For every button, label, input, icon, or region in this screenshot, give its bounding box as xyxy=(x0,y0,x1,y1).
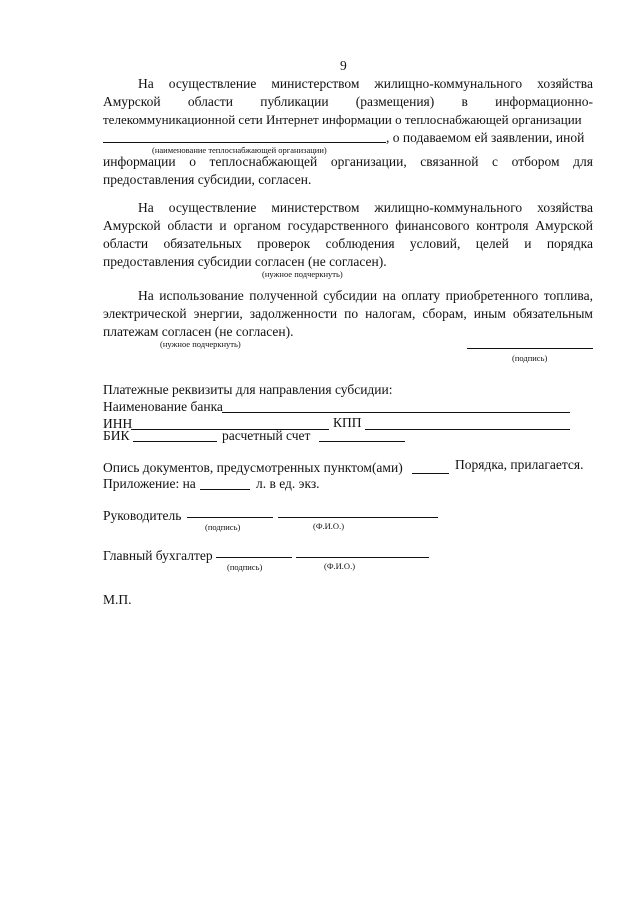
word: приобретенного xyxy=(445,288,539,303)
word: налогам, xyxy=(365,306,416,321)
word: топлива, xyxy=(543,288,593,303)
para3-line2 xyxy=(103,306,593,322)
para2-line2 xyxy=(103,218,593,234)
signature-line xyxy=(467,348,593,349)
word: энергии, xyxy=(193,306,243,321)
accountant-signature-line xyxy=(216,557,292,558)
word: хозяйства xyxy=(537,76,593,91)
signature-caption: (подпись) xyxy=(512,353,548,363)
word: области xyxy=(167,218,213,233)
org-name-line xyxy=(103,142,386,143)
word: отбором xyxy=(511,154,560,169)
bank-field xyxy=(222,412,570,413)
inventory-field xyxy=(412,473,449,474)
para2-line1 xyxy=(138,200,593,216)
word: жилищно-коммунального xyxy=(374,76,523,91)
head-signature-line xyxy=(187,517,273,518)
bik-label: БИК xyxy=(103,428,130,443)
word: теплоснабжающей xyxy=(209,154,318,169)
para1-line2 xyxy=(103,94,593,110)
account-label: расчетный счет xyxy=(222,428,311,443)
word: контроля xyxy=(476,218,529,233)
kpp-label: КПП xyxy=(333,415,362,430)
word: организации, xyxy=(330,154,407,169)
word: области xyxy=(103,236,149,251)
word: финансового xyxy=(395,218,470,233)
account-field xyxy=(319,441,405,442)
accountant-name-caption: (Ф.И.О.) xyxy=(324,561,356,571)
word: на xyxy=(382,288,396,303)
word: оплату xyxy=(401,288,441,303)
word: государственного xyxy=(287,218,389,233)
word: жилищно-коммунального xyxy=(374,200,523,215)
payment-heading: Платежные реквизиты для направления субсидии: xyxy=(103,382,393,397)
word: соблюдения xyxy=(325,236,395,251)
para2-line3 xyxy=(103,236,593,252)
word: области xyxy=(187,94,234,109)
word: министерством xyxy=(271,76,360,91)
word: проверок xyxy=(257,236,311,251)
attachment-field xyxy=(200,489,250,490)
word: осуществление xyxy=(168,76,257,91)
word: Амурской xyxy=(535,218,593,233)
para3-line3: платежам согласен (не согласен). xyxy=(103,324,294,339)
inn-label: ИНН xyxy=(103,416,133,431)
para1-line6: предоставления субсидии, согласен. xyxy=(103,172,312,187)
para3-line1 xyxy=(138,288,593,304)
head-label: Руководитель xyxy=(103,508,182,523)
attachment-suffix: л. в ед. экз. xyxy=(256,476,320,491)
word: в xyxy=(461,94,468,109)
word: связанной xyxy=(420,154,479,169)
kpp-field xyxy=(365,429,570,430)
stamp-label: М.П. xyxy=(103,592,132,607)
word: и xyxy=(524,236,532,251)
head-name-line xyxy=(278,517,438,518)
accountant-label: Главный бухгалтер xyxy=(103,548,213,563)
head-name-caption: (Ф.И.О.) xyxy=(313,521,345,531)
word: На xyxy=(138,76,154,91)
word: использование xyxy=(159,288,244,303)
word: публикации xyxy=(260,94,329,109)
para3-caption: (нужное подчеркнуть) xyxy=(160,339,241,349)
accountant-sig-caption: (подпись) xyxy=(227,562,263,572)
inventory-suffix: Порядка, прилагается. xyxy=(455,457,584,472)
word: информации xyxy=(103,154,176,169)
word: иным xyxy=(473,306,506,321)
page-number: 9 xyxy=(340,58,347,73)
word: Амурской xyxy=(103,218,161,233)
para2-line4: предоставления субсидии согласен (не согласен). xyxy=(103,254,387,269)
head-sig-caption: (подпись) xyxy=(205,522,241,532)
word: обязательным xyxy=(512,306,593,321)
word: с xyxy=(492,154,499,169)
word: по xyxy=(344,306,359,321)
word: На xyxy=(138,288,154,303)
word: электрической xyxy=(103,306,187,321)
word: Амурской xyxy=(103,94,161,109)
word: осуществление xyxy=(168,200,257,215)
attachment-prefix: Приложение: на xyxy=(103,476,196,491)
word: министерством xyxy=(271,200,360,215)
word: условий, xyxy=(409,236,461,251)
word: и xyxy=(219,218,227,233)
word: хозяйства xyxy=(537,200,593,215)
para1-line4-suffix: , о подаваемом ей заявлении, иной xyxy=(386,130,585,145)
word: полученной xyxy=(249,288,318,303)
accountant-name-line xyxy=(296,557,429,558)
word: порядка xyxy=(546,236,593,251)
bik-field xyxy=(133,441,217,442)
para1-line1 xyxy=(138,76,593,92)
word: субсидии xyxy=(323,288,378,303)
inventory-prefix: Опись документов, предусмотренных пунктом(ами) xyxy=(103,460,403,475)
word: (размещения) xyxy=(355,94,435,109)
bank-label: Наименование банка xyxy=(103,399,223,414)
word: органом xyxy=(233,218,281,233)
para1-line5 xyxy=(103,154,593,170)
word: для xyxy=(573,154,593,169)
word: обязательных xyxy=(163,236,242,251)
word: целей xyxy=(475,236,509,251)
word: о xyxy=(189,154,196,169)
word: задолженности xyxy=(249,306,338,321)
org-name-caption: (наименование теплоснабжающей организации) xyxy=(152,145,327,155)
para2-caption: (нужное подчеркнуть) xyxy=(262,269,343,279)
word: На xyxy=(138,200,154,215)
word: информационно- xyxy=(495,94,593,109)
word: сборам, xyxy=(422,306,467,321)
para1-line3: телекоммуникационной сети Интернет информации о теплоснабжающей организации xyxy=(103,112,582,127)
